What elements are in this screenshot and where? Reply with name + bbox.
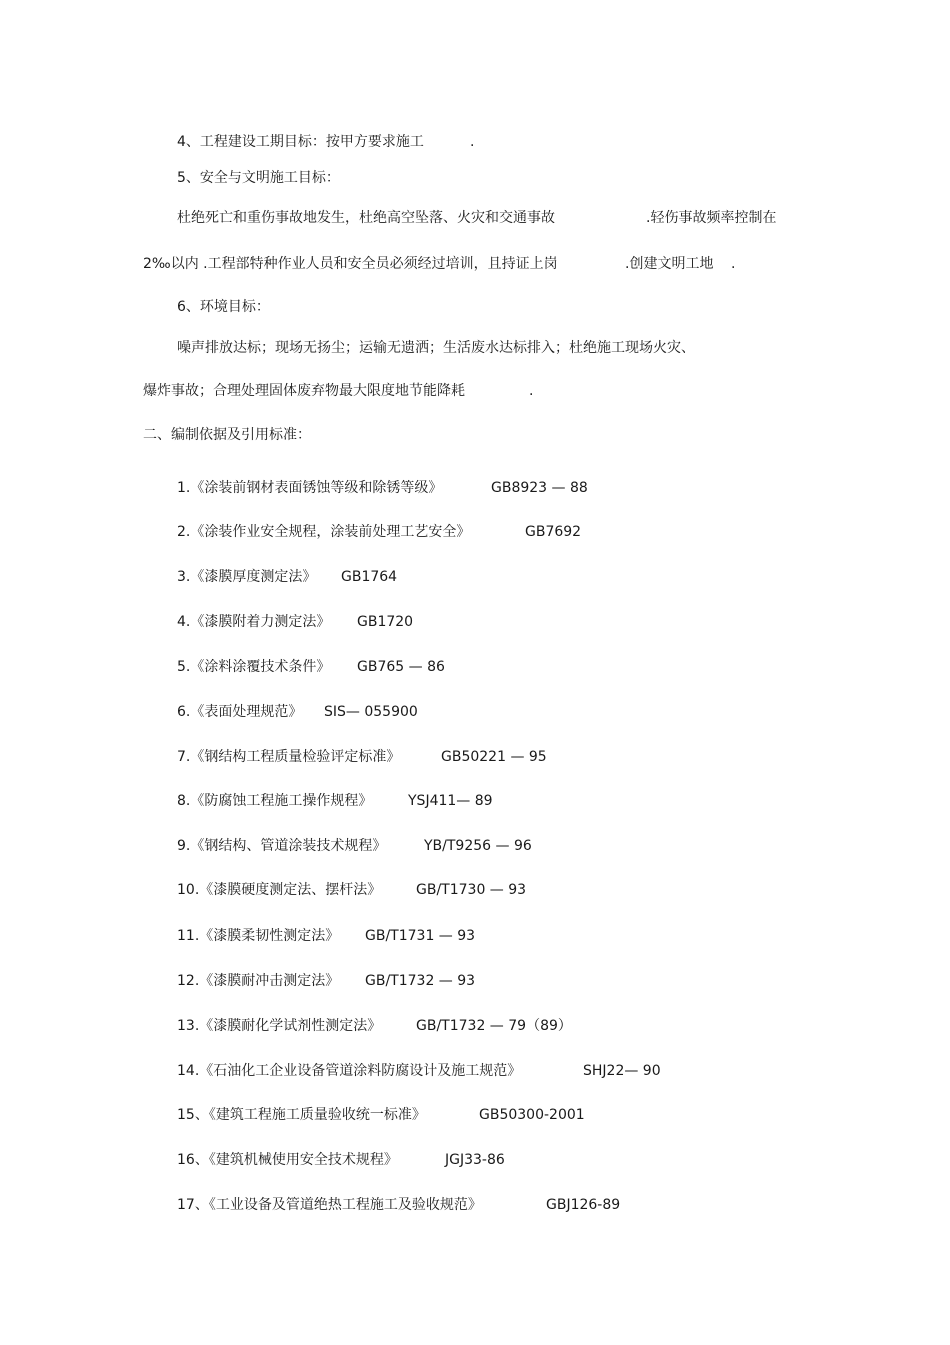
- safety-line2-text: 2‰以内 .工程部特种作业人员和安全员必须经过培训，且持证上岗: [143, 256, 558, 272]
- standard-code: SHJ22— 90: [583, 1063, 661, 1079]
- standard-code: GB8923 — 88: [491, 480, 588, 496]
- standard-title: 13.《漆膜耐化学试剂性测定法》: [177, 1018, 382, 1034]
- safety-line1-tail: .轻伤事故频率控制在: [646, 210, 777, 226]
- standard-title: 11.《漆膜柔韧性测定法》: [177, 928, 340, 944]
- standard-title: 14.《石油化工企业设备管道涂料防腐设计及施工规范》: [177, 1063, 522, 1079]
- goal-schedule-period: .: [470, 134, 475, 150]
- standard-title: 3.《漆膜厚度测定法》: [177, 569, 317, 585]
- standard-title: 8.《防腐蚀工程施工操作规程》: [177, 793, 373, 809]
- standard-code: GB1720: [357, 614, 414, 630]
- standard-code: GB765 — 86: [357, 659, 445, 675]
- standard-code: JGJ33-86: [445, 1152, 505, 1168]
- standard-code: GB/T1730 — 93: [416, 882, 527, 898]
- goal-environment-heading: 6、环境目标：: [177, 299, 270, 315]
- safety-line2-mid: .创建文明工地: [625, 256, 714, 272]
- standard-title: 17、《工业设备及管道绝热工程施工及验收规范》: [177, 1197, 482, 1213]
- standard-code: GB/T1732 — 93: [365, 973, 476, 989]
- env-line2-tail: .: [529, 383, 534, 399]
- safety-line2-tail: .: [731, 256, 736, 272]
- env-line2-text: 爆炸事故；合理处理固体废弃物最大限度地节能降耗: [143, 383, 465, 399]
- standard-title: 16、《建筑机械使用安全技术规程》: [177, 1152, 398, 1168]
- standard-title: 9.《钢结构、管道涂装技术规程》: [177, 838, 387, 854]
- standard-code: GB7692: [525, 524, 582, 540]
- standard-title: 15、《建筑工程施工质量验收统一标准》: [177, 1107, 426, 1123]
- env-paragraph-line1: 噪声排放达标；现场无扬尘；运输无遗洒；生活废水达标排入；杜绝施工现场火灾、: [177, 340, 695, 356]
- standard-title: 5.《涂料涂覆技术条件》: [177, 659, 331, 675]
- standard-code: GB/T1732 — 79（89）: [416, 1018, 572, 1034]
- safety-line1-text: 杜绝死亡和重伤事故地发生，杜绝高空坠落、火灾和交通事故: [177, 210, 555, 226]
- standard-code: SIS— 055900: [324, 704, 418, 720]
- goal-schedule-text: 4、工程建设工期目标：按甲方要求施工: [177, 134, 424, 150]
- standard-code: GB50221 — 95: [441, 749, 547, 765]
- standard-code: YB/T9256 — 96: [424, 838, 532, 854]
- goal-safety-heading: 5、安全与文明施工目标：: [177, 170, 340, 186]
- standard-title: 12.《漆膜耐冲击测定法》: [177, 973, 340, 989]
- standard-title: 4.《漆膜附着力测定法》: [177, 614, 331, 630]
- standard-title: 2.《涂装作业安全规程，涂装前处理工艺安全》: [177, 524, 471, 540]
- standard-title: 1.《涂装前钢材表面锈蚀等级和除锈等级》: [177, 480, 443, 496]
- standard-title: 7.《钢结构工程质量检验评定标准》: [177, 749, 401, 765]
- standard-code: YSJ411— 89: [408, 793, 493, 809]
- standard-code: GB50300-2001: [479, 1107, 585, 1123]
- standard-code: GB/T1731 — 93: [365, 928, 476, 944]
- standard-code: GB1764: [341, 569, 398, 585]
- standard-title: 6.《表面处理规范》: [177, 704, 303, 720]
- standard-title: 10.《漆膜硬度测定法、摆杆法》: [177, 882, 382, 898]
- standard-code: GBJ126-89: [546, 1197, 621, 1213]
- section-heading-standards: 二、编制依据及引用标准：: [143, 427, 311, 443]
